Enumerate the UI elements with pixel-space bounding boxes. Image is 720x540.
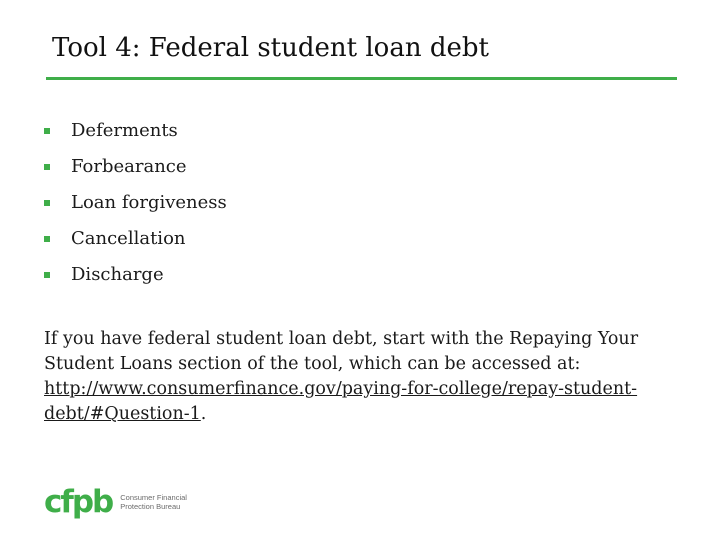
square-bullet-icon <box>44 200 50 206</box>
cfpb-logo <box>44 486 187 518</box>
bullet-label: Cancellation <box>71 228 186 249</box>
title-underline <box>46 77 677 80</box>
body-paragraph <box>44 327 684 427</box>
bullet-label: Forbearance <box>71 156 187 177</box>
list-item <box>44 113 227 149</box>
logo-tagline-line2: Protection Bureau <box>120 502 181 511</box>
bullet-list <box>44 113 227 293</box>
bullet-label: Loan forgiveness <box>71 192 227 213</box>
bullet-label: Discharge <box>71 264 164 285</box>
repay-student-debt-link[interactable]: http://www.consumerfinance.gov/paying-for-college/repay-student-debt/#Question-1 <box>44 379 638 424</box>
square-bullet-icon <box>44 128 50 134</box>
square-bullet-icon <box>44 236 50 242</box>
paragraph-trailing: . <box>200 404 207 424</box>
list-item <box>44 221 227 257</box>
logo-mark: cfpb <box>44 484 113 520</box>
paragraph-text: If you have federal student loan debt, start with the Repaying Your Student Loans section of the tool, which can be accessed at: <box>44 329 639 374</box>
square-bullet-icon <box>44 272 50 278</box>
bullet-label: Deferments <box>71 120 178 141</box>
list-item <box>44 149 227 185</box>
list-item <box>44 257 227 293</box>
slide-title: Tool 4: Federal student loan debt <box>52 33 489 63</box>
logo-tagline <box>120 493 187 511</box>
logo-tagline-line1: Consumer Financial <box>120 493 187 502</box>
list-item <box>44 185 227 221</box>
square-bullet-icon <box>44 164 50 170</box>
